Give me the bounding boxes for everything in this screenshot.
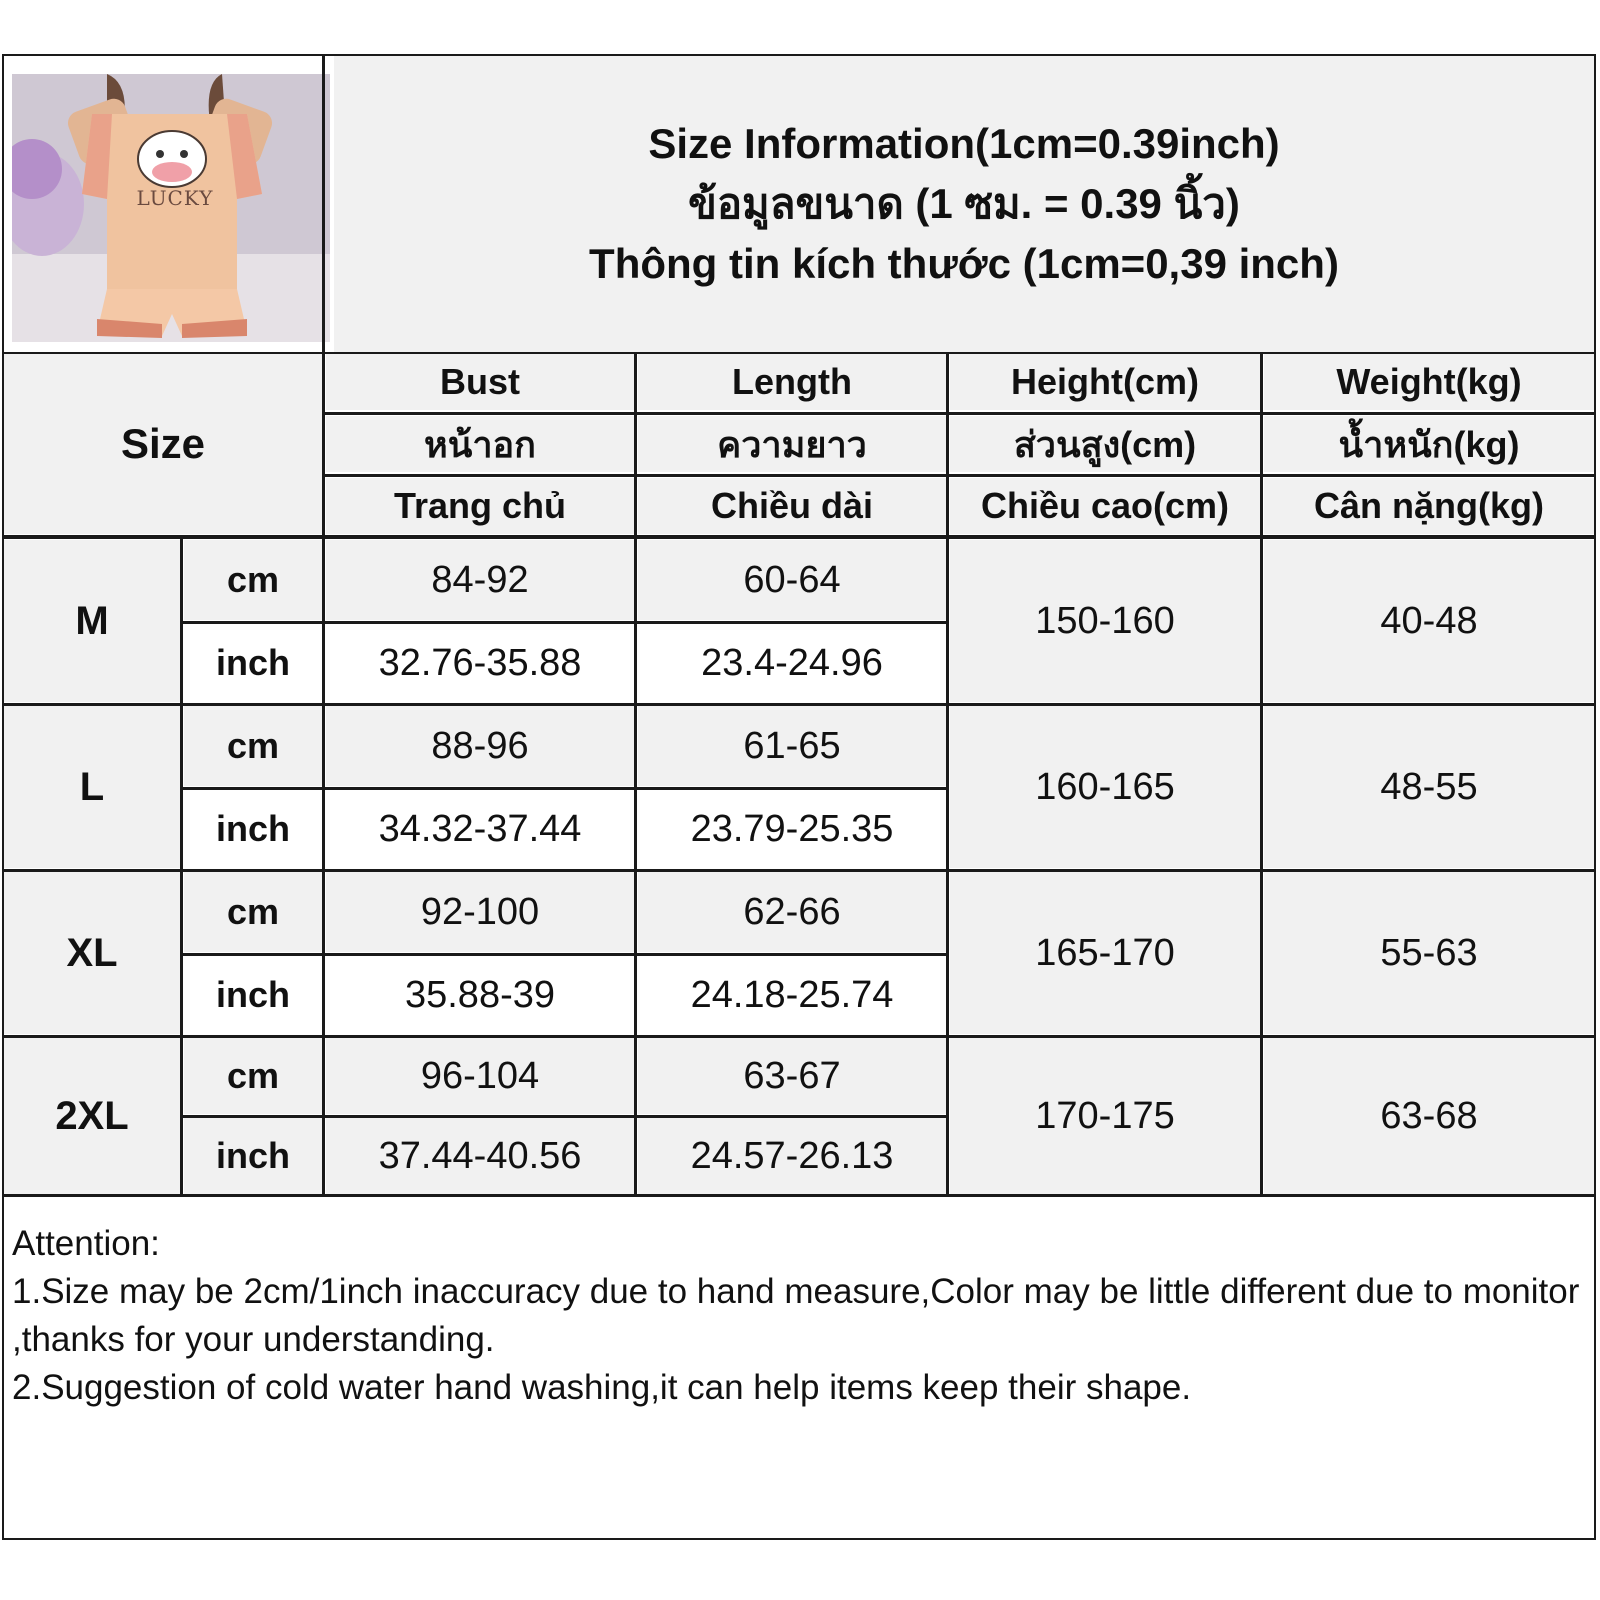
bust-cm-cell: [326, 706, 634, 786]
length-label-vi: Chiều dài: [710, 485, 874, 526]
notes-line-1: 1.Size may be 2cm/1inch inaccuracy due to hand measure,Color may be little different due to monitor ,thanks for your understanding.: [12, 1272, 1580, 1359]
cell-value: 34.32-37.44: [378, 807, 582, 850]
bust-inch-cell: [326, 624, 634, 702]
size-label: XL: [66, 930, 118, 975]
grid-line: [634, 354, 637, 1196]
grid-line: [946, 354, 949, 1196]
grid-line: [324, 412, 1594, 415]
height-label-vi: Chiều cao(cm): [980, 485, 1230, 526]
weight-label-en: Weight(kg): [1336, 361, 1522, 402]
size-header-text: Size: [120, 420, 206, 467]
unit-inch: [184, 790, 322, 868]
bust-inch-cell: [326, 956, 634, 1034]
cell-value: 62-66: [743, 890, 841, 933]
unit-label: inch: [215, 642, 290, 683]
cell-value: 63-68: [1380, 1094, 1478, 1137]
unit-label: cm: [226, 725, 280, 766]
cell-value: 32.76-35.88: [378, 641, 582, 684]
cell-value: 24.18-25.74: [690, 973, 894, 1016]
unit-cm: [184, 872, 322, 952]
weight-label-vi: Cân nặng(kg): [1314, 485, 1544, 526]
product-photo: [12, 74, 330, 342]
bust-cm-cell: [326, 1038, 634, 1114]
cell-value: 23.79-25.35: [690, 807, 894, 850]
title-thai: ข้อมูลขนาด (1 ซม. = 0.39 นิ้ว): [688, 180, 1240, 227]
unit-label: cm: [226, 891, 280, 932]
grid-line: [322, 56, 325, 1196]
weight-header-en: [1264, 354, 1594, 410]
grid-line: [324, 474, 1594, 477]
length-inch-cell: [638, 790, 946, 868]
cell-value: 165-170: [1035, 931, 1175, 974]
length-cm-cell: [638, 1038, 946, 1114]
length-cm-cell: [638, 706, 946, 786]
cell-value: 84-92: [431, 558, 529, 601]
cell-value: 23.4-24.96: [701, 641, 883, 684]
title-block: [334, 56, 1594, 352]
grid-line: [182, 621, 948, 624]
weight-header-th: [1264, 416, 1594, 472]
weight-label-th: น้ำหนัก(kg): [1338, 423, 1520, 465]
height-header-th: [950, 416, 1260, 472]
size-label: M: [75, 598, 109, 643]
length-inch-cell: [638, 956, 946, 1034]
height-label-en: Height(cm): [1011, 361, 1199, 402]
cell-value: 48-55: [1380, 765, 1478, 808]
size-label: L: [79, 764, 105, 809]
grid-line: [4, 1194, 1594, 1197]
height-cell: [950, 1038, 1260, 1194]
grid-line: [4, 703, 1594, 706]
weight-cell: [1264, 706, 1594, 868]
size-cell-l: [4, 706, 180, 868]
height-cell: [950, 540, 1260, 702]
size-column-header: [4, 354, 322, 534]
grid-line: [4, 1035, 1594, 1038]
height-header-en: [950, 354, 1260, 410]
bust-header-en: [326, 354, 634, 410]
title-english: Size Information(1cm=0.39inch): [648, 120, 1280, 167]
cell-value: 88-96: [431, 724, 529, 767]
size-chart: [2, 54, 1596, 1540]
size-label: 2XL: [55, 1093, 129, 1138]
unit-label: inch: [215, 808, 290, 849]
cell-value: 96-104: [420, 1054, 540, 1097]
shirt-print-text: LUCKY: [136, 186, 214, 210]
cell-value: 55-63: [1380, 931, 1478, 974]
grid-line: [4, 352, 1594, 354]
length-header-vi: [638, 478, 946, 534]
cell-value: 63-67: [743, 1054, 841, 1097]
unit-label: cm: [226, 1055, 280, 1096]
length-label-en: Length: [732, 361, 852, 402]
length-inch-cell: [638, 1118, 946, 1194]
notes-line-2: 2.Suggestion of cold water hand washing,it can help items keep their shape.: [12, 1368, 1192, 1407]
unit-cm: [184, 706, 322, 786]
height-label-th: ส่วนสูง(cm): [1013, 423, 1197, 465]
unit-label: cm: [226, 559, 280, 600]
cell-value: 24.57-26.13: [690, 1134, 894, 1177]
unit-label: inch: [215, 974, 290, 1015]
bust-inch-cell: [326, 790, 634, 868]
length-cm-cell: [638, 872, 946, 952]
weight-cell: [1264, 1038, 1594, 1194]
weight-cell: [1264, 540, 1594, 702]
bust-inch-cell: [326, 1118, 634, 1194]
height-cell: [950, 706, 1260, 868]
size-cell-2xl: [4, 1038, 180, 1194]
bust-label-th: หน้าอก: [424, 423, 536, 465]
length-inch-cell: [638, 624, 946, 702]
notes-heading: Attention:: [12, 1224, 160, 1263]
attention-notes: [12, 1220, 1582, 1412]
height-header-vi: [950, 478, 1260, 534]
weight-cell: [1264, 872, 1594, 1034]
length-header-en: [638, 354, 946, 410]
length-cm-cell: [638, 540, 946, 620]
cell-value: 92-100: [420, 890, 540, 933]
cell-value: 61-65: [743, 724, 841, 767]
cell-value: 60-64: [743, 558, 841, 601]
bust-cm-cell: [326, 872, 634, 952]
grid-line: [182, 787, 948, 790]
cell-value: 160-165: [1035, 765, 1175, 808]
title-vietnamese: Thông tin kích thước (1cm=0,39 inch): [589, 240, 1339, 287]
unit-inch: [184, 1118, 322, 1194]
bust-label-vi: Trang chủ: [393, 485, 567, 526]
grid-line: [182, 953, 948, 956]
weight-header-vi: [1264, 478, 1594, 534]
size-cell-xl: [4, 872, 180, 1034]
unit-label: inch: [215, 1135, 290, 1176]
unit-inch: [184, 624, 322, 702]
cell-value: 37.44-40.56: [378, 1134, 582, 1177]
grid-line: [180, 536, 183, 1196]
bust-header-th: [326, 416, 634, 472]
grid-line: [1260, 354, 1263, 1196]
cell-value: 40-48: [1380, 599, 1478, 642]
length-label-th: ความยาว: [717, 423, 867, 465]
cell-value: 170-175: [1035, 1094, 1175, 1137]
cell-value: 35.88-39: [404, 973, 555, 1016]
unit-cm: [184, 540, 322, 620]
length-header-th: [638, 416, 946, 472]
bust-cm-cell: [326, 540, 634, 620]
grid-line: [4, 869, 1594, 872]
unit-inch: [184, 956, 322, 1034]
grid-line: [4, 535, 1594, 539]
size-cell-m: [4, 540, 180, 702]
cell-value: 150-160: [1035, 599, 1175, 642]
height-cell: [950, 872, 1260, 1034]
bust-header-vi: [326, 478, 634, 534]
bust-label-en: Bust: [440, 361, 520, 402]
grid-line: [182, 1115, 948, 1118]
unit-cm: [184, 1038, 322, 1114]
